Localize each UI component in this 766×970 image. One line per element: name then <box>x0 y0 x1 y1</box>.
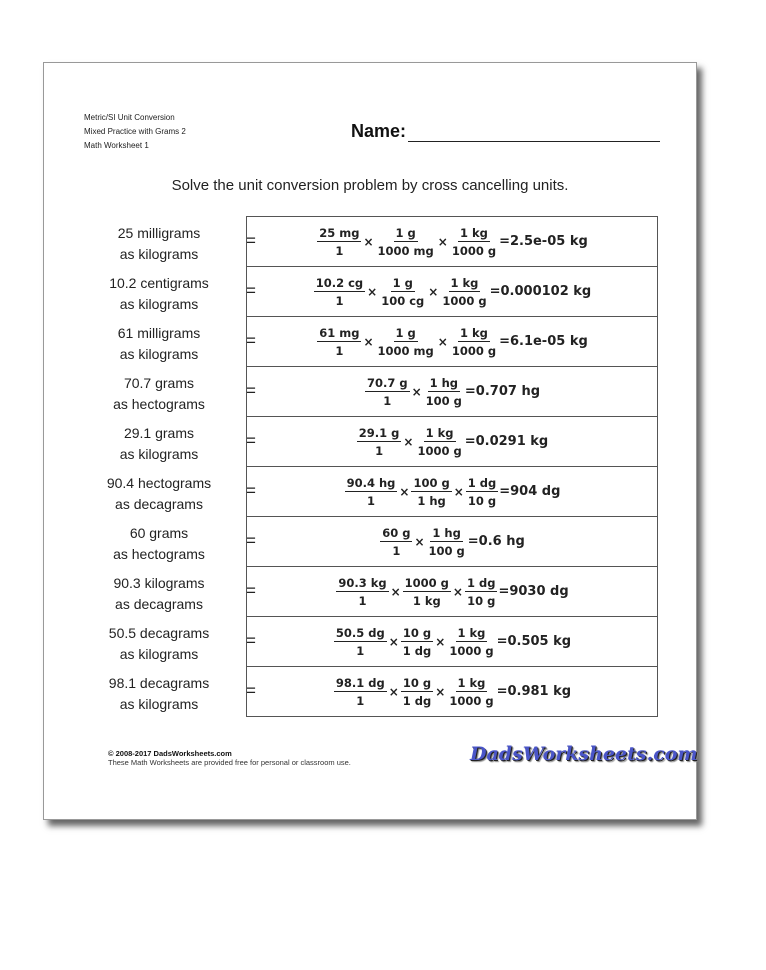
numerator: 1 g <box>395 325 416 340</box>
fraction <box>440 276 488 308</box>
denominator: 100 cg <box>381 293 425 308</box>
problem-quantity: 25 milligrams <box>117 225 201 241</box>
numerator: 1 g <box>395 225 416 240</box>
denominator: 1 <box>356 693 365 708</box>
problem-label <box>84 317 256 367</box>
worksheet-header <box>84 111 186 153</box>
problem-label <box>84 267 256 317</box>
numerator: 1 dg <box>466 575 496 590</box>
problem-labels <box>84 217 256 717</box>
answer-table <box>246 216 658 717</box>
times-icon: × <box>435 684 446 699</box>
numerator: 1 kg <box>450 275 479 290</box>
times-icon: × <box>428 284 439 299</box>
times-icon: × <box>367 284 378 299</box>
numerator: 90.3 kg <box>338 575 387 590</box>
table-row <box>247 317 657 367</box>
fraction <box>379 276 426 308</box>
problem-target: as decagrams <box>115 496 203 512</box>
problem-quantity: 98.1 decagrams <box>108 675 210 691</box>
denominator: 1 hg <box>417 493 446 508</box>
problem-text <box>84 373 234 415</box>
equals-sign: = <box>246 681 256 700</box>
numerator: 10.2 cg <box>315 275 364 290</box>
table-row <box>247 367 657 417</box>
problem-text <box>84 223 234 265</box>
fraction <box>376 326 436 358</box>
problem-quantity: 29.1 grams <box>123 425 195 441</box>
problem-label <box>84 467 256 517</box>
fraction <box>317 326 361 358</box>
header-line: Metric/SI Unit Conversion <box>84 113 175 122</box>
denominator: 1 <box>366 493 375 508</box>
fraction <box>450 226 498 258</box>
denominator: 10 g <box>467 493 497 508</box>
problem-text <box>84 473 234 515</box>
numerator: 1 kg <box>459 225 488 240</box>
numerator: 60 g <box>382 525 411 540</box>
problem-quantity: 70.7 grams <box>123 375 195 391</box>
fraction <box>345 476 398 508</box>
fraction <box>427 526 467 558</box>
equals-sign: = <box>246 481 256 500</box>
result: =0.0291 kg <box>464 434 549 449</box>
numerator: 1000 g <box>404 575 449 590</box>
problem-target: as kilograms <box>119 696 199 712</box>
problem-text <box>84 423 234 465</box>
equals-sign: = <box>246 331 256 350</box>
problem-target: as decagrams <box>115 596 203 612</box>
denominator: 1 <box>335 293 344 308</box>
denominator: 1000 mg <box>377 243 434 258</box>
problem-label <box>84 667 256 717</box>
fraction <box>403 576 451 608</box>
problem-text <box>84 323 234 365</box>
fraction <box>415 426 463 458</box>
problem-quantity: 61 milligrams <box>117 325 201 341</box>
table-row <box>247 667 657 717</box>
problem-text <box>84 573 234 615</box>
times-icon: × <box>403 434 414 449</box>
numerator: 1 hg <box>429 375 458 390</box>
numerator: 1 g <box>392 275 413 290</box>
times-icon: × <box>435 634 446 649</box>
name-field <box>351 121 660 142</box>
times-icon: × <box>437 334 448 349</box>
table-row <box>247 217 657 267</box>
denominator: 1 kg <box>412 593 441 608</box>
problem-target: as kilograms <box>119 446 199 462</box>
denominator: 1000 g <box>451 343 497 358</box>
fraction <box>401 676 433 708</box>
problem-text <box>84 623 234 665</box>
numerator: 1 kg <box>457 625 486 640</box>
problem-quantity: 50.5 decagrams <box>108 625 210 641</box>
problem-target: as kilograms <box>119 346 199 362</box>
problem-label <box>84 417 256 467</box>
fraction <box>466 476 498 508</box>
table-row <box>247 617 657 667</box>
worksheet-page <box>43 62 697 820</box>
numerator: 10 g <box>402 625 432 640</box>
copyright: © 2008-2017 DadsWorksheets.com <box>108 749 232 758</box>
footer-note: These Math Worksheets are provided free for personal or classroom use. <box>108 758 351 767</box>
header-line: Mixed Practice with Grams 2 <box>84 127 186 136</box>
times-icon: × <box>453 484 464 499</box>
problem-label <box>84 617 256 667</box>
fraction <box>401 626 433 658</box>
numerator: 1 hg <box>432 525 461 540</box>
denominator: 1 dg <box>402 643 432 658</box>
times-icon: × <box>388 684 399 699</box>
denominator: 1000 g <box>442 293 487 308</box>
times-icon: × <box>411 384 422 399</box>
numerator: 98.1 dg <box>335 675 385 690</box>
header-line: Math Worksheet 1 <box>84 141 149 150</box>
times-icon: × <box>399 484 410 499</box>
problem-quantity: 60 grams <box>129 525 189 541</box>
footer <box>108 749 351 767</box>
name-label: Name: <box>351 121 407 141</box>
denominator: 1000 g <box>451 243 497 258</box>
denominator: 1 <box>335 343 344 358</box>
result: =0.000102 kg <box>489 284 592 299</box>
fraction <box>365 376 410 408</box>
numerator: 1 kg <box>457 675 486 690</box>
numerator: 90.4 hg <box>346 475 396 490</box>
denominator: 1 <box>358 593 367 608</box>
result: =0.981 kg <box>496 684 572 699</box>
table-row <box>247 517 657 567</box>
times-icon: × <box>363 334 374 349</box>
problem-text <box>84 523 234 565</box>
problem-target: as hectograms <box>113 396 205 412</box>
result: =0.6 hg <box>467 534 525 549</box>
problem-target: as kilograms <box>119 646 199 662</box>
fraction <box>424 376 464 408</box>
equals-sign: = <box>246 431 256 450</box>
result: =9030 dg <box>498 584 569 599</box>
logo <box>470 743 698 765</box>
denominator: 1000 g <box>417 443 462 458</box>
times-icon: × <box>452 584 463 599</box>
denominator: 1000 mg <box>377 343 434 358</box>
denominator: 1000 g <box>449 693 494 708</box>
denominator: 1 <box>383 393 392 408</box>
numerator: 61 mg <box>319 325 360 340</box>
numerator: 1 dg <box>467 475 497 490</box>
fraction <box>465 576 497 608</box>
fraction <box>334 626 387 658</box>
result: =2.5e-05 kg <box>499 234 588 249</box>
fraction <box>447 626 495 658</box>
denominator: 1000 g <box>449 643 494 658</box>
denominator: 1 dg <box>402 693 432 708</box>
denominator: 1 <box>375 443 384 458</box>
numerator: 100 g <box>413 475 450 490</box>
denominator: 10 g <box>467 593 496 608</box>
denominator: 1 <box>356 643 365 658</box>
equals-sign: = <box>246 631 256 650</box>
times-icon: × <box>388 634 399 649</box>
result: =904 dg <box>499 484 561 499</box>
problem-target: as hectograms <box>113 546 205 562</box>
table-row <box>247 417 657 467</box>
equals-sign: = <box>246 381 256 400</box>
problem-label <box>84 567 256 617</box>
times-icon: × <box>437 234 448 249</box>
times-icon: × <box>363 234 374 249</box>
logo-text: Worksheets.com <box>522 743 698 765</box>
fraction <box>314 276 365 308</box>
equals-sign: = <box>246 231 256 250</box>
times-icon: × <box>414 534 425 549</box>
result: =0.505 kg <box>496 634 572 649</box>
fraction <box>336 576 388 608</box>
equals-sign: = <box>246 281 256 300</box>
problem-quantity: 10.2 centigrams <box>109 275 209 291</box>
problem-text <box>84 673 234 715</box>
fraction <box>380 526 412 558</box>
numerator: 70.7 g <box>366 375 408 390</box>
equals-sign: = <box>246 581 256 600</box>
table-row <box>247 567 657 617</box>
result: =6.1e-05 kg <box>499 334 588 349</box>
fraction <box>411 476 451 508</box>
numerator: 1 kg <box>425 425 454 440</box>
denominator: 1 <box>392 543 401 558</box>
fraction <box>317 226 361 258</box>
logo-text: Dads <box>470 743 523 765</box>
numerator: 1 kg <box>459 325 488 340</box>
numerator: 29.1 g <box>358 425 400 440</box>
numerator: 50.5 dg <box>335 625 385 640</box>
problem-quantity: 90.3 kilograms <box>113 575 205 591</box>
numerator: 10 g <box>402 675 432 690</box>
problem-quantity: 90.4 hectograms <box>106 475 212 491</box>
times-icon: × <box>390 584 401 599</box>
instructions: Solve the unit conversion problem by cross cancelling units. <box>171 177 569 194</box>
numerator: 25 mg <box>319 225 360 240</box>
table-row <box>247 467 657 517</box>
problem-label <box>84 367 256 417</box>
problem-target: as kilograms <box>119 296 199 312</box>
denominator: 1 <box>335 243 344 258</box>
fraction <box>450 326 498 358</box>
problem-label <box>84 217 256 267</box>
name-line <box>408 123 660 142</box>
denominator: 100 g <box>425 393 462 408</box>
denominator: 100 g <box>428 543 465 558</box>
fraction <box>334 676 387 708</box>
table-row <box>247 267 657 317</box>
problem-label <box>84 517 256 567</box>
equals-sign: = <box>246 531 256 550</box>
problem-text <box>84 273 234 315</box>
result: =0.707 hg <box>464 384 541 399</box>
fraction <box>376 226 436 258</box>
problem-target: as kilograms <box>119 246 199 262</box>
fraction <box>447 676 495 708</box>
fraction <box>357 426 402 458</box>
